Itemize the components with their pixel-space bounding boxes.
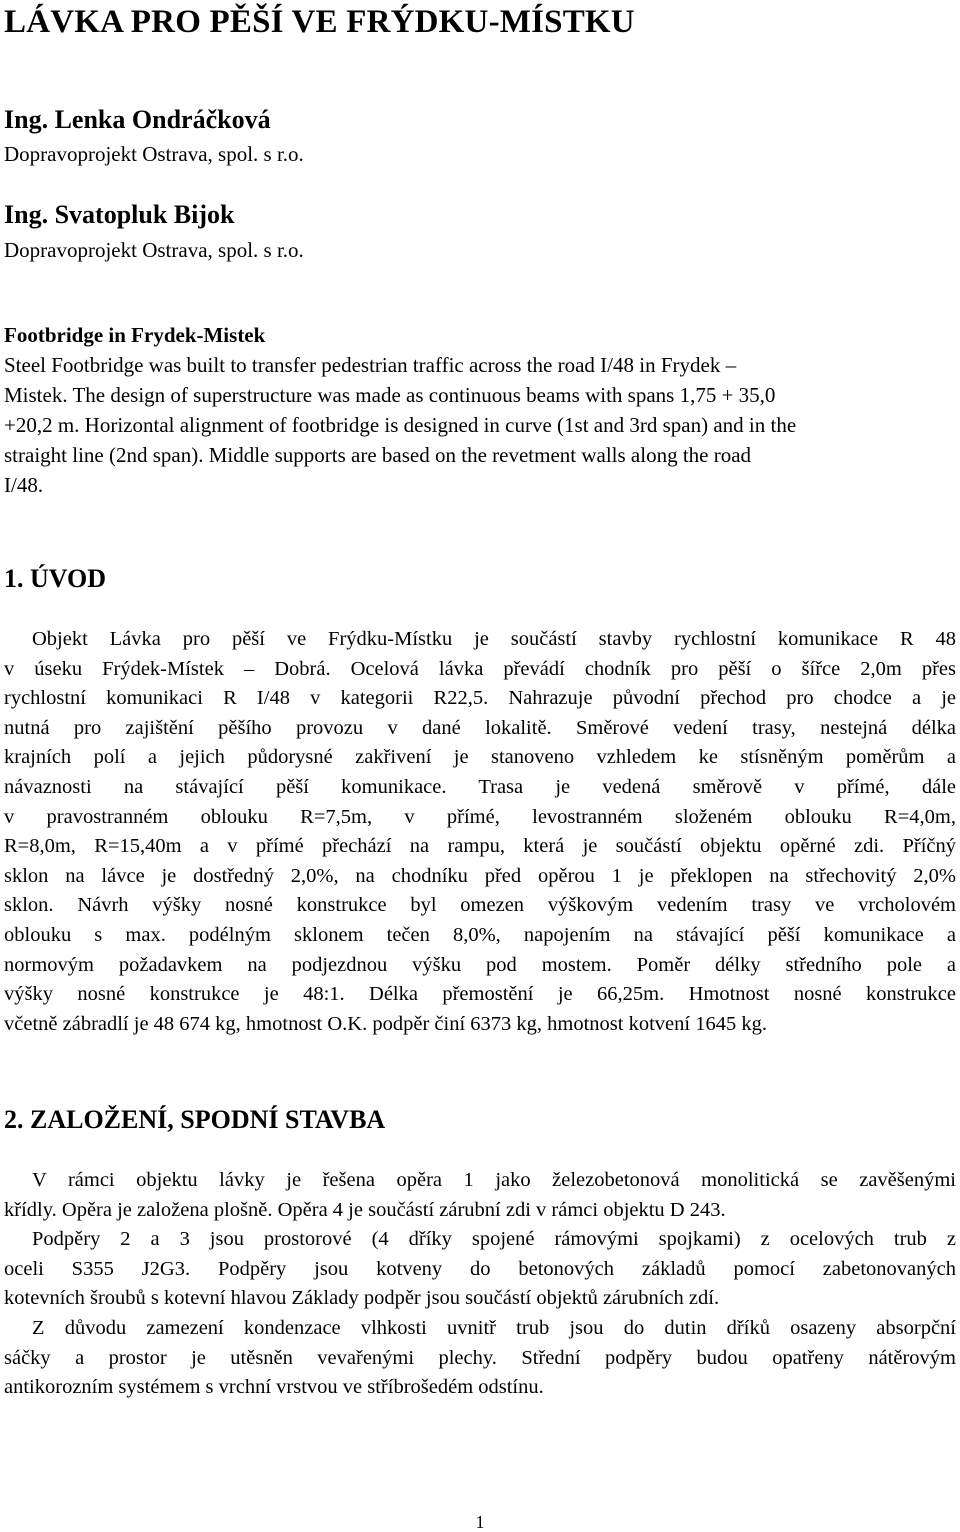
section-2-line: Podpěry 2 a 3 jsou prostorové (4 dříky spojené rámovými spojkami) z ocelových trub z [32,1228,956,1251]
author-2-name: Ing. Svatopluk Bijok [4,200,235,229]
section-2-line: V rámci objektu lávky je řešena opěra 1 jako železobetonová monolitická se zavěšenými [32,1169,956,1191]
section-1-line: normovým požadavkem na podjezdnou výšku pod mostem. Poměr délky středního pole a [4,953,956,976]
abstract-body [4,350,956,500]
section-2-line: křídly. Opěra je založena plošně. Opěra 4 je součástí zárubní zdi v rámci objektu D 243. [4,1198,726,1221]
abstract-title: Footbridge in Frydek-Mistek [4,323,266,347]
section-1-line: sklon na lávce je dostředný 2,0%, na chodníku před opěrou 1 je překlopen na střechovitý 2,0% [4,864,956,887]
section-1-line: sklon. Návrh výšky nosné konstrukce byl omezen výškovým vedením trasy ve vrcholovém [4,894,956,917]
abstract-line: Mistek. The design of superstructure was made as continuous beams with spans 1,75 + 35,0 [4,383,776,407]
section-1-line: R=8,0m, R=15,40m a v přímé přechází na rampu, která je součástí objektu opěrné zdi. Příčný [4,835,956,858]
abstract-line: I/48. [4,473,44,497]
section-2-line: Z důvodu zamezení kondenzace vlhkosti uvnitř trub jsou do dutin dříků osazeny absorpční [32,1316,956,1339]
section-2-line: antikorozním systémem s vrchní vrstvou ve stříbrošedém odstínu. [4,1376,544,1399]
section-1-line: nutná pro zajištění pěšího provozu v dané lokalitě. Směrové vedení trasy, nestejná délka [4,716,956,739]
section-1-line: rychlostní komunikaci R I/48 v kategorii R22,5. Nahrazuje původní přechod pro chodce a je [4,687,956,710]
abstract-line: Steel Footbridge was built to transfer pedestrian traffic across the road I/48 in Frydek – [4,353,737,377]
section-1-line: oblouku s max. podélným sklonem tečen 8,0%, napojením na stávající pěší komunikace a [4,923,956,946]
section-2-line: kotevních šroubů s kotevní hlavou Základy podpěr jsou součástí objektů zárubních zdí. [4,1287,720,1310]
section-2-line: sáčky a prostor je utěsněn vevařenými plechy. Střední podpěry budou opatřeny nátěrovým [4,1346,956,1369]
section-1-line: v úseku Frýdek-Místek – Dobrá. Ocelová lávka převádí chodník pro pěší o šířce 2,0m přes [4,657,956,680]
section-2-heading: 2. ZALOŽENÍ, SPODNÍ STAVBA [4,1105,386,1134]
section-1-heading: 1. ÚVOD [4,564,107,593]
author-1-name: Ing. Lenka Ondráčková [4,105,271,134]
author-2-affiliation: Dopravoprojekt Ostrava, spol. s r.o. [4,238,304,262]
author-1-affiliation: Dopravoprojekt Ostrava, spol. s r.o. [4,142,304,166]
abstract-line: straight line (2nd span). Middle supports are based on the revetment walls along the road [4,443,752,467]
section-1-line: výšky nosné konstrukce je 48:1. Délka přemostění je 66,25m. Hmotnost nosné konstrukce [4,983,956,1006]
section-1-line: v pravostranném oblouku R=7,5m, v přímé, levostranném složeném oblouku R=4,0m, [4,805,956,828]
section-1-body [4,625,956,1039]
section-2-line: oceli S355 J2G3. Podpěry jsou kotveny do betonových základů pomocí zabetonovaných [4,1257,956,1280]
section-1-line: Objekt Lávka pro pěší ve Frýdku-Místku je součástí stavby rychlostní komunikace R 48 [32,628,956,650]
section-1-line: krajních polí a jejich půdorysné zakřivení je stanoveno vzhledem ke stísněným poměrům a [4,746,956,769]
section-1-line: včetně zábradlí je 48 674 kg, hmotnost O.K. podpěr činí 6373 kg, hmotnost kotvení 1645 kg. [4,1012,767,1035]
page-number: 1 [475,1512,485,1532]
section-2-body [4,1166,956,1403]
abstract-line: +20,2 m. Horizontal alignment of footbridge is designed in curve (1st and 3rd span) and in the [4,413,797,437]
paper-title: LÁVKA PRO PĚŠÍ VE FRÝDKU-MÍSTKU [4,4,635,40]
section-1-line: návaznosti na stávající pěší komunikace. Trasa je vedená směrově v přímé, dále [4,775,956,798]
